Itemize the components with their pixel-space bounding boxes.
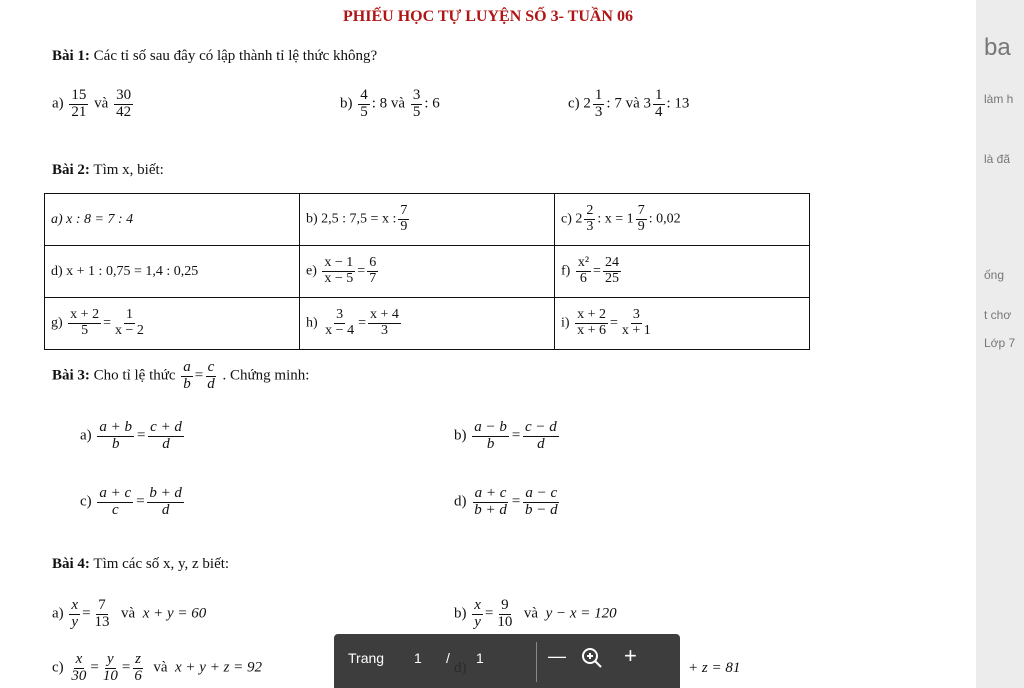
conjunction: và — [390, 95, 406, 112]
side-text: t chơ — [984, 308, 1012, 322]
ex4-item-d-tail: + z = 81 — [688, 660, 741, 676]
fraction: $\frac{15}{21}$ — [71, 87, 87, 120]
zoom-icon[interactable] — [580, 646, 604, 675]
exercise-4-text: Tìm các số x, y, z biết: — [93, 556, 230, 572]
exercise-3-text: Cho tỉ lệ thức — [93, 367, 176, 384]
table-cell: d) x + 1 : 0,75 = 1,4 : 0,25 — [45, 246, 300, 298]
exercise-1-label: Bài 1: — [52, 48, 90, 64]
exercise-3-heading: Bài 3: Cho tỉ lệ thức $\frac{a}{b}$ = $\frac{c}{d}$ . Chứng minh: — [52, 359, 310, 392]
page-total: 1 — [476, 650, 484, 666]
fraction: $\frac{c}{d}$ — [207, 359, 215, 392]
page-separator: / — [446, 650, 450, 666]
table-cell: f) $\frac{\text{x²}}{6}$ = $\frac{24}{25}$ — [555, 246, 810, 298]
table-cell: e) $\frac{x - 1}{x - 5}$ = $\frac{6}{7}$ — [300, 246, 555, 298]
exercise-2-table — [44, 193, 810, 350]
ex3-item-b: b) $\frac{a - b}{b}$ = $\frac{c - d}{d}$ — [454, 419, 557, 452]
zoom-in-button[interactable]: + — [624, 643, 637, 668]
item-label: b) — [340, 95, 353, 112]
ex1-item-c: c) 2 $\frac{1}{3}$ : 7 và 3 $\frac{1}{4}$ : 13 — [568, 87, 690, 120]
toolbar-divider — [536, 642, 537, 682]
side-text: ba — [984, 34, 1011, 61]
side-text: làm h — [984, 92, 1014, 106]
exercise-3-label: Bài 3: — [52, 367, 90, 384]
side-text: ống — [984, 268, 1005, 282]
ex3-item-d: d) $\frac{a + c}{b + d}$ = $\frac{a - c}{b - d}$ — [454, 485, 558, 518]
ex3-item-c: c) $\frac{a + c}{c}$ = $\frac{b + d}{d}$ — [80, 485, 182, 518]
exercise-2-label: Bài 2: — [52, 162, 90, 178]
exercise-4-heading — [52, 556, 229, 573]
ex4-item-b: b) $\frac{x}{y}$ = $\frac{9}{10}$ và y − x = 120 — [454, 597, 617, 630]
page-number-input[interactable]: 1 — [414, 650, 422, 666]
side-text: Lớp 7 — [984, 336, 1016, 350]
table-cell: h) $\frac{3}{x - 4}$ = $\frac{x + 4}{3}$ — [300, 298, 555, 350]
exercise-1-heading — [52, 48, 377, 65]
table-cell: i) $\frac{x + 2}{x + 6}$ = $\frac{3}{x + 1}$ — [555, 298, 810, 350]
page-title: PHIẾU HỌC TỰ LUYỆN SỐ 3- TUẦN 06 — [343, 8, 633, 25]
ex1-item-b: b) $\frac{4}{5}$ : 8 và $\frac{3}{5}$ : 6 — [340, 87, 440, 120]
exercise-1-text: Các tỉ số sau đây có lập thành tỉ lệ thức không? — [93, 48, 378, 64]
exercise-4-label: Bài 4: — [52, 556, 90, 572]
ex4-item-a: a) $\frac{x}{y}$ = $\frac{7}{13}$ và x + y = 60 — [52, 597, 207, 630]
table-row — [45, 246, 810, 298]
fraction: $\frac{3}{5}$ — [412, 87, 421, 120]
zoom-out-button[interactable]: — — [548, 646, 566, 666]
item-label: a) — [52, 95, 64, 112]
conjunction: và — [625, 95, 640, 112]
side-text: là đã — [984, 152, 1011, 166]
fraction: $\frac{30}{42}$ — [116, 87, 132, 120]
exercise-2-text: Tìm x, biết: — [93, 162, 164, 178]
exercise-2-heading — [52, 162, 164, 179]
conjunction: và — [94, 95, 109, 112]
ex4-item-c: c) $\frac{x}{30}$ = $\frac{y}{10}$ = $\frac{z}{6}$ và x + y + z = 92 — [52, 651, 263, 684]
table-cell: b) 2,5 : 7,5 = x : $\frac{7}{9}$ — [300, 194, 555, 246]
viewer-toolbar — [334, 634, 680, 688]
item-label: c) — [568, 95, 580, 112]
side-panel — [976, 0, 1024, 688]
fraction: $\frac{4}{5}$ — [360, 87, 368, 120]
ex1-item-a — [52, 88, 135, 121]
ex3-item-a: a) $\frac{a + b}{b}$ = $\frac{c + d}{d}$ — [80, 419, 182, 452]
table-cell: g) $\frac{x + 2}{5}$ = $\frac{1}{x - 2}$ — [45, 298, 300, 350]
table-cell: a) x : 8 = 7 : 4 — [45, 194, 300, 246]
fraction: $\frac{1}{3}$ — [594, 87, 603, 120]
table-cell: c) 2 $\frac{2}{3}$ : x = 1 $\frac{7}{9}$ : 0,02 — [555, 194, 810, 246]
table-row — [45, 194, 810, 246]
table-row — [45, 298, 810, 350]
exercise-3-post: . Chứng minh: — [222, 367, 310, 384]
fraction: $\frac{a}{b}$ — [183, 359, 191, 392]
page-label: Trang — [348, 650, 385, 666]
fraction: $\frac{1}{4}$ — [655, 87, 663, 120]
